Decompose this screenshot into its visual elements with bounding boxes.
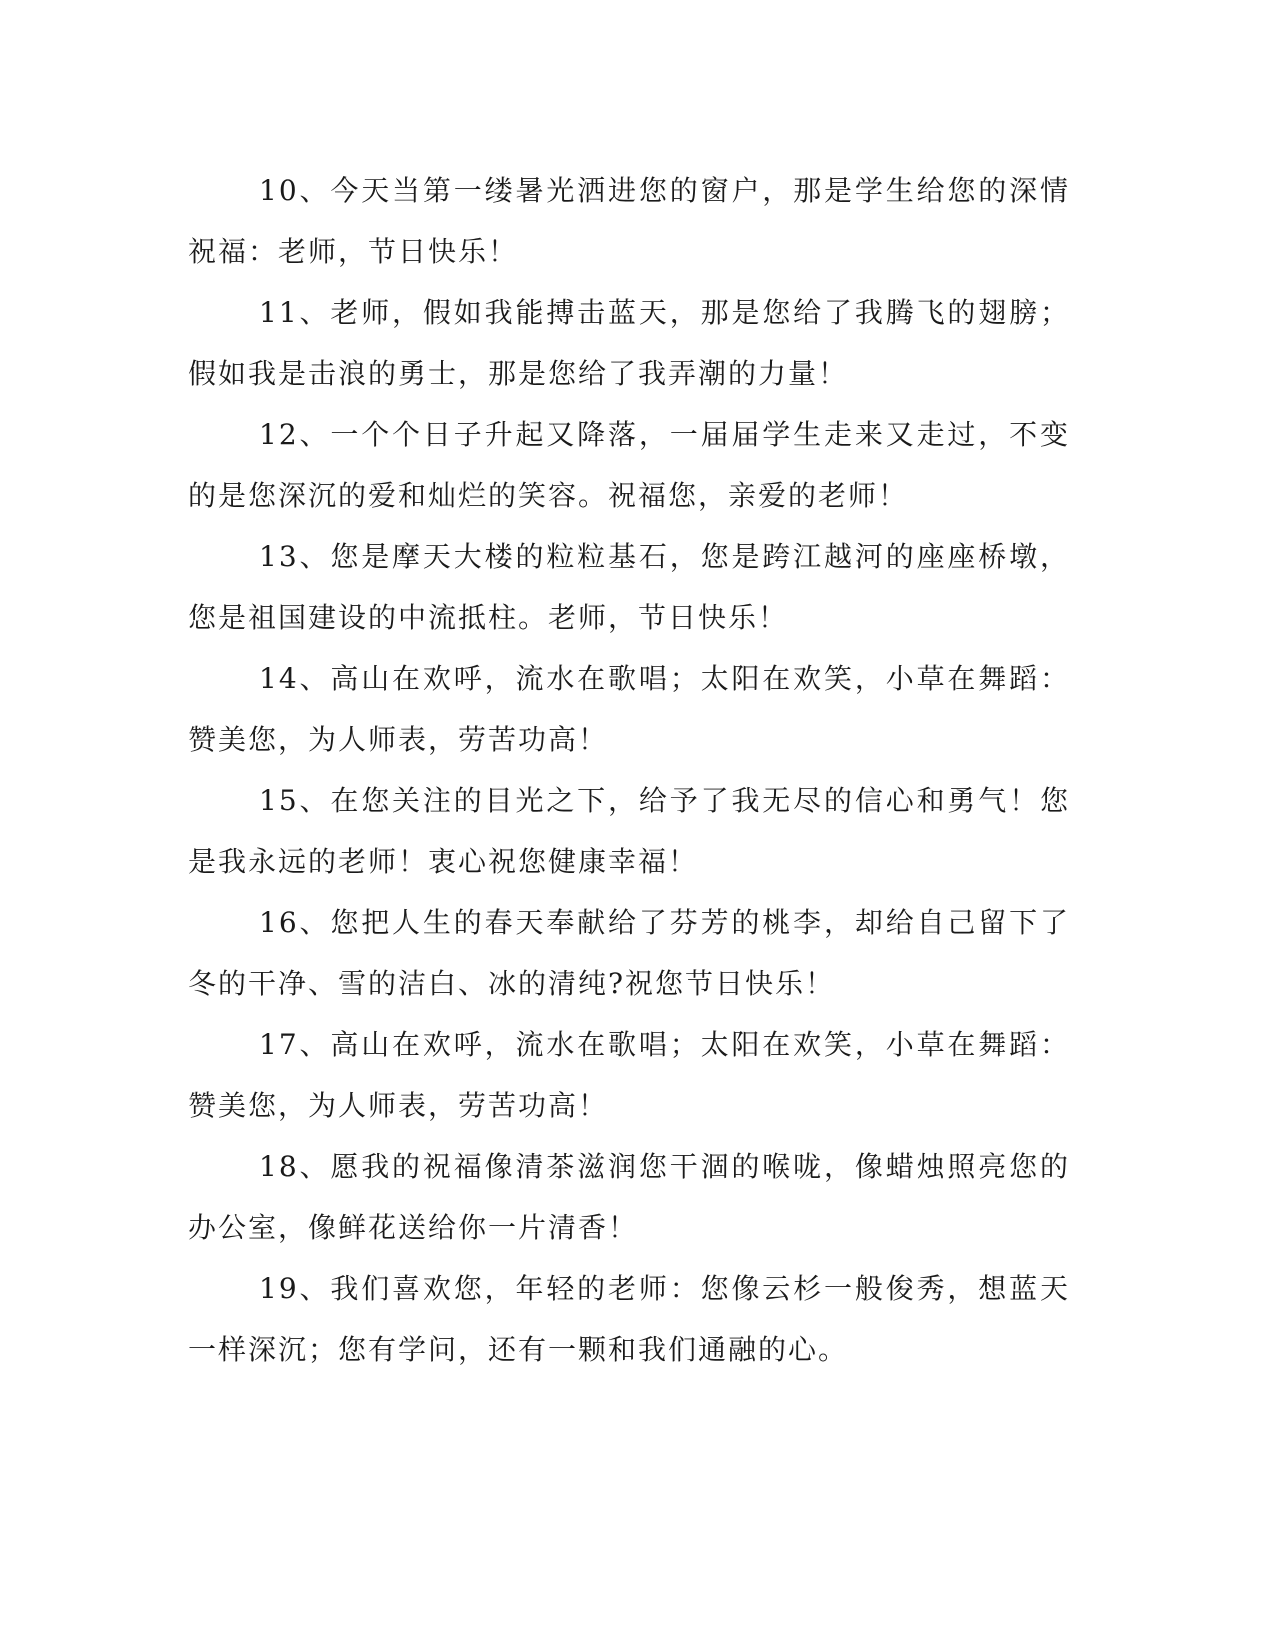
paragraph-15: 15、在您关注的目光之下，给予了我无尽的信心和勇气！您是我永远的老师！衷心祝您健康幸福！ [188, 784, 1070, 878]
paragraph-12: 12、一个个日子升起又降落，一届届学生走来又走过，不变的是您深沉的爱和灿烂的笑容。祝福您，亲爱的老师！ [188, 418, 1070, 512]
paragraph-19: 19、我们喜欢您，年轻的老师：您像云杉一般俊秀，想蓝天一样深沉；您有学问，还有一颗和我们通融的心。 [188, 1272, 1070, 1366]
paragraph-17: 17、高山在欢呼，流水在歌唱；太阳在欢笑，小草在舞蹈：赞美您，为人师表，劳苦功高！ [188, 1028, 1070, 1122]
paragraph-13: 13、您是摩天大楼的粒粒基石，您是跨江越河的座座桥墩，您是祖国建设的中流抵柱。老师，节日快乐！ [188, 540, 1070, 634]
paragraph-10: 10、今天当第一缕暑光洒进您的窗户，那是学生给您的深情祝福：老师，节日快乐！ [188, 174, 1070, 268]
document-body [188, 160, 1070, 1380]
paragraph-18: 18、愿我的祝福像清茶滋润您干涸的喉咙，像蜡烛照亮您的办公室，像鲜花送给你一片清香！ [188, 1150, 1070, 1244]
paragraph-11: 11、老师，假如我能搏击蓝天，那是您给了我腾飞的翅膀；假如我是击浪的勇士，那是您给了我弄潮的力量！ [188, 296, 1070, 390]
paragraph-14: 14、高山在欢呼，流水在歌唱；太阳在欢笑，小草在舞蹈：赞美您，为人师表，劳苦功高！ [188, 662, 1070, 756]
paragraph-16: 16、您把人生的春天奉献给了芬芳的桃李，却给自己留下了冬的干净、雪的洁白、冰的清纯?祝您节日快乐！ [188, 906, 1070, 1000]
